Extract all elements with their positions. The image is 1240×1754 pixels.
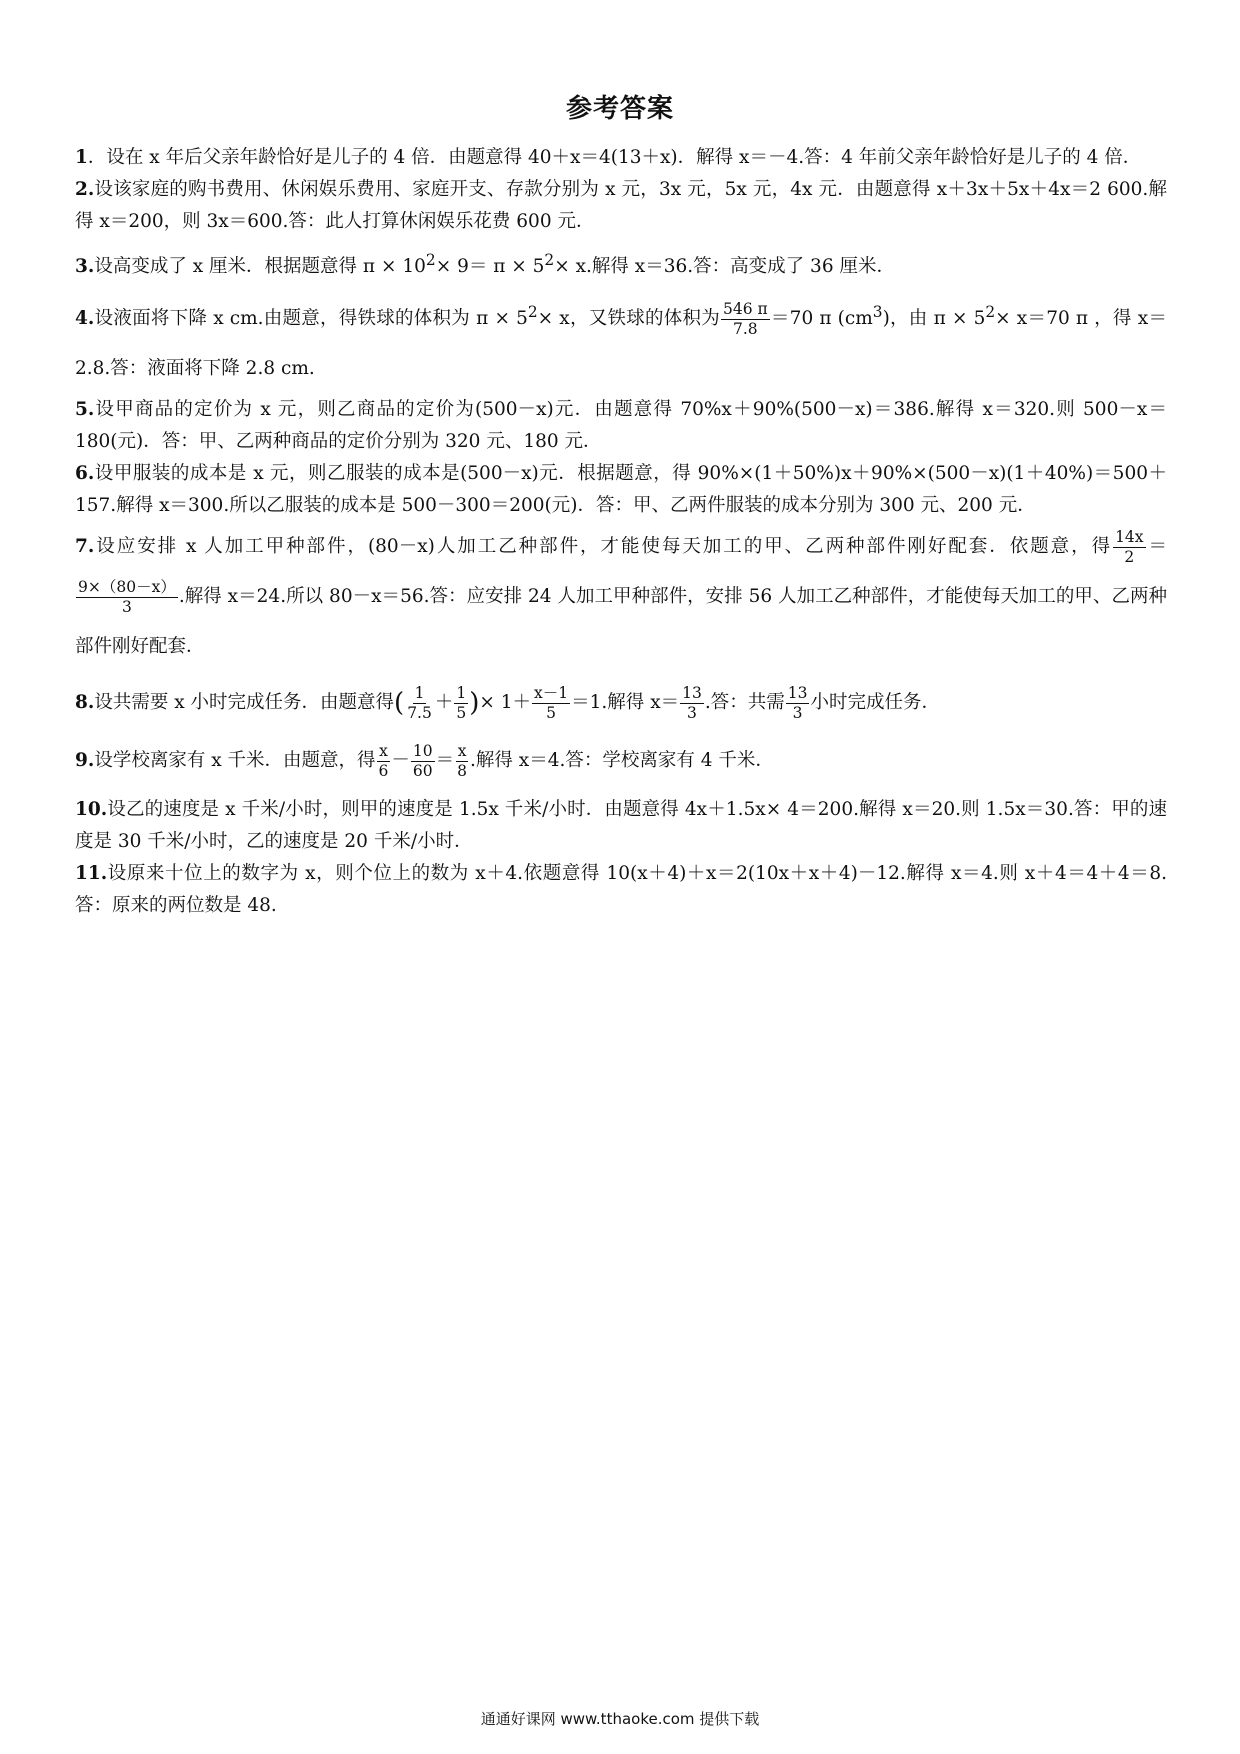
answer-number: 3. xyxy=(75,256,95,278)
answer-number: 10. xyxy=(75,799,108,821)
equals-sign: ＝ xyxy=(435,750,455,772)
fraction-numerator: 13 xyxy=(682,683,702,702)
fraction-denominator: 5 xyxy=(546,703,557,722)
answer-number: 5. xyxy=(75,399,95,421)
answer-item-3 xyxy=(75,244,1167,283)
exponent: 2 xyxy=(527,303,538,322)
answer-text: 设学校离家有 x 千米．由题意，得 xyxy=(94,750,376,772)
fraction-denominator: 8 xyxy=(457,761,468,780)
answer-item-5 xyxy=(75,394,1167,458)
fraction-denominator: 3 xyxy=(121,597,132,616)
fraction-denominator: 5 xyxy=(456,703,467,722)
equals-sign: ＝ xyxy=(1146,536,1167,558)
fraction-numerator: 1 xyxy=(456,683,467,702)
answer-number: 8. xyxy=(75,692,95,714)
answer-text: .解得 x＝24.所以 80－x＝56.答：应安排 24 人加工甲种部件，安排 56 人加工乙种部件，才能使每天加工的甲、乙两种部件刚好配套． xyxy=(75,586,1167,658)
fraction-denominator: 7.8 xyxy=(732,319,758,338)
answer-item-1 xyxy=(75,142,1167,174)
fraction-denominator: 7.5 xyxy=(407,703,432,722)
download-footer: 通通好课网 www.tthaoke.com 提供下载 xyxy=(480,1710,760,1728)
fraction-numerator: x－1 xyxy=(534,683,569,702)
answer-text: 设共需要 x 小时完成任务．由题意得 xyxy=(94,692,395,714)
exponent: 3 xyxy=(872,303,883,322)
exponent: 2 xyxy=(544,251,555,269)
answer-number: 11. xyxy=(75,863,108,885)
fraction xyxy=(377,742,391,781)
fraction-numerator: 9×（80－x） xyxy=(78,577,176,596)
exponent: 2 xyxy=(985,303,996,322)
answer-text: × x.解得 x＝36.答：高变成了 36 厘米． xyxy=(554,256,895,278)
fraction-numerator: x xyxy=(379,741,388,760)
fraction xyxy=(76,578,178,617)
exponent: 2 xyxy=(425,251,436,269)
answer-text: )，由 π × 5 xyxy=(882,308,986,330)
fraction-numerator: 13 xyxy=(787,683,808,702)
answer-item-2 xyxy=(75,174,1167,238)
answer-text: 设甲服装的成本是 x 元，则乙服装的成本是(500－x)元．根据题意，得 90%×(1＋50%)x＋90%×(500－x)(1＋40%)＝500＋157.解得 x＝300.所以乙服装的成本是 500－300＝200(元)．答：甲、乙两件服装的成本分别为 300 元、200 元． xyxy=(75,463,1167,517)
fraction xyxy=(1113,528,1145,567)
answer-text: 设液面将下降 x cm.由题意，得铁球的体积为 π × 5 xyxy=(94,308,528,330)
answer-text: ＝70 π (cm xyxy=(770,308,873,330)
fraction xyxy=(405,684,434,723)
fraction xyxy=(532,684,570,723)
answer-text: .答：共需 xyxy=(704,692,785,714)
answer-text: .解得 x＝4.答：学校离家有 4 千米． xyxy=(470,750,774,772)
fraction xyxy=(411,742,435,781)
answer-text: ＝1.解得 x＝ xyxy=(571,692,680,714)
answer-number: 1 xyxy=(75,147,88,168)
answer-text: 设甲商品的定价为 x 元，则乙商品的定价为(500－x)元．由题意得 70%x＋90%(500－x)＝386.解得 x＝320.则 500－x＝180(元)．答：甲、乙两种商品的定价分别为 320 元、180 元． xyxy=(75,399,1167,453)
answer-list xyxy=(75,142,1167,922)
answer-text: ．设在 x 年后父亲年龄恰好是儿子的 4 倍．由题意得 40＋x＝4(13＋x)．解得 x＝－4.答：4 年前父亲年龄恰好是儿子的 4 倍． xyxy=(87,147,1142,168)
page-title: 参考答案 xyxy=(565,94,674,124)
fraction xyxy=(454,684,468,723)
answer-number: 2. xyxy=(75,179,95,200)
fraction-denominator: 3 xyxy=(687,703,697,722)
answer-text: 设高变成了 x 厘米．根据题意得 π × 10 xyxy=(94,256,426,278)
fraction-denominator: 6 xyxy=(378,761,389,780)
answer-text: × 9＝ π × 5 xyxy=(435,256,545,278)
answer-item-6 xyxy=(75,458,1167,522)
answer-text: 设该家庭的购书费用、休闲娱乐费用、家庭开支、存款分别为 x 元，3x 元，5x 元，4x 元．由题意得 x＋3x＋5x＋4x＝2 600.解得 x＝200，则 3x＝600.答：此人打算休闲娱乐花费 600 元． xyxy=(75,179,1167,232)
answer-text: × x，又铁球的体积为 xyxy=(537,308,720,330)
fraction-numerator: 10 xyxy=(412,741,433,760)
answer-text: 设原来十位上的数字为 x，则个位上的数为 x＋4.依题意得 10(x＋4)＋x＝2(10x＋x＋4)－12.解得 x＝4.则 x＋4＝4＋4＝8.答：原来的两位数是 48. xyxy=(75,863,1167,917)
answer-number: 7. xyxy=(75,536,95,558)
answer-text: × x＝70 π ，得 x＝2.8.答：液面将下降 2.8 cm. xyxy=(75,308,1167,380)
answer-text: × 1＋ xyxy=(479,692,532,714)
fraction-numerator: 14x xyxy=(1115,527,1144,546)
answer-item-7 xyxy=(75,522,1167,672)
fraction xyxy=(721,300,770,339)
answer-number: 6. xyxy=(75,463,95,485)
answer-text: 设应安排 x 人加工甲种部件，(80－x)人加工乙种部件，才能使每天加工的甲、乙两种部件刚好配套．依题意，得 xyxy=(94,536,1113,558)
answer-item-8 xyxy=(75,678,1167,728)
fraction-denominator: 3 xyxy=(792,703,803,722)
fraction-denominator: 60 xyxy=(412,761,433,780)
answer-item-9 xyxy=(75,736,1167,786)
fraction xyxy=(455,742,469,781)
right-paren: ) xyxy=(469,688,480,719)
minus-sign: － xyxy=(391,750,410,772)
fraction-denominator: 2 xyxy=(1124,547,1135,566)
answer-item-11 xyxy=(75,858,1167,922)
answer-item-10 xyxy=(75,794,1167,858)
plus-sign: ＋ xyxy=(434,692,454,714)
fraction-numerator: 1 xyxy=(414,683,425,702)
answer-text: 小时完成任务． xyxy=(810,692,940,714)
fraction-numerator: 546 π xyxy=(722,299,768,318)
answer-item-4 xyxy=(75,287,1167,394)
answer-number: 9. xyxy=(75,750,95,772)
fraction xyxy=(680,684,704,723)
fraction xyxy=(786,684,810,723)
answer-number: 4. xyxy=(75,308,95,330)
fraction-numerator: x xyxy=(457,741,467,760)
left-paren: ( xyxy=(394,688,405,719)
answer-text: 设乙的速度是 x 千米/小时，则甲的速度是 1.5x 千米/小时．由题意得 4x＋1.5x× 4＝200.解得 x＝20.则 1.5x＝30.答：甲的速度是 30 千米/小时，乙的速度是 20 千米/小时． xyxy=(75,799,1167,853)
